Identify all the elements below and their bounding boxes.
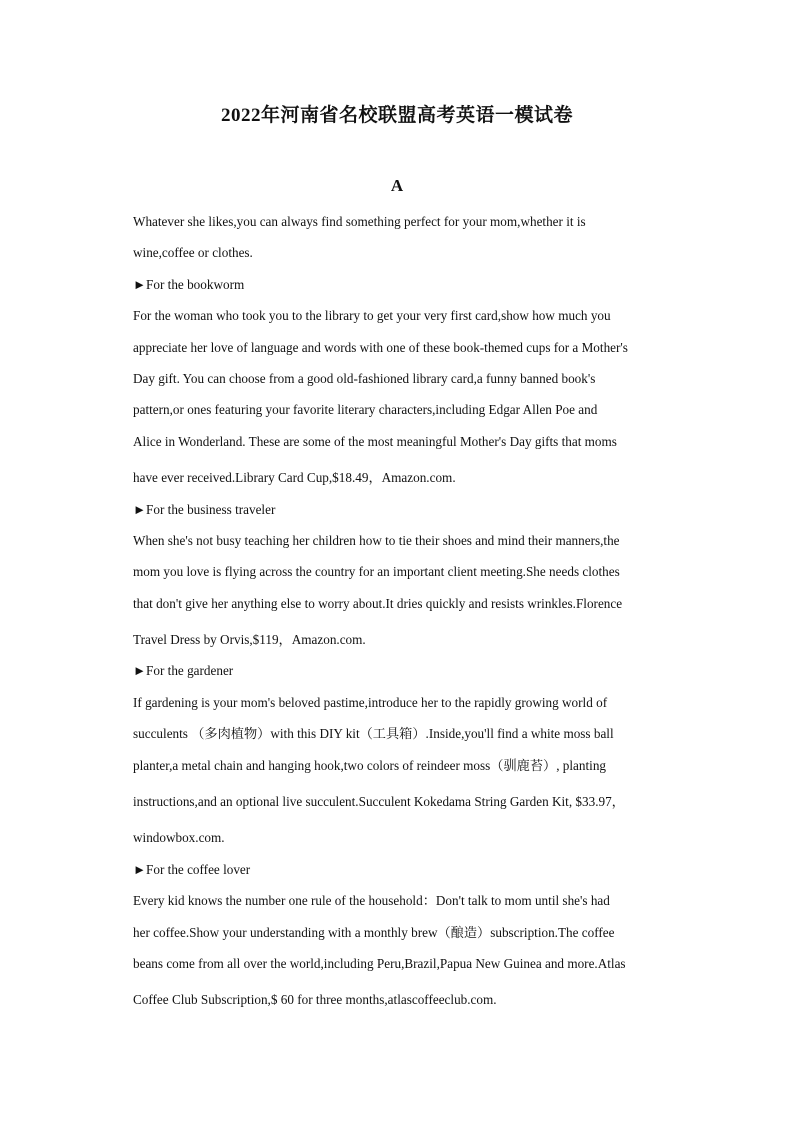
passage-line: appreciate her love of language and words with one of these book-themed cups for a Mother's [133, 339, 628, 355]
passage-line: Coffee Club Subscription,$ 60 for three months,atlascoffeeclub.com. [133, 992, 497, 1008]
document-title: 2022年河南省名校联盟高考英语一模试卷 [220, 105, 573, 126]
passage-line: mom you love is flying across the country for an important client meeting.She needs clothes [133, 564, 620, 580]
passage-line: Day gift. You can choose from a good old-fashioned library card,a funny banned book's [133, 370, 596, 386]
passage-line: that don't give her anything else to worry about.It dries quickly and resists wrinkles.Florence [133, 595, 623, 611]
passage-line: Whatever she likes,you can always find something perfect for your mom,whether it is [133, 214, 586, 229]
passage-line: succulents （多肉植物）with this DIY kit（工具箱）.Inside,you'll find a white moss ball [133, 726, 614, 742]
subheading-gardener: ►For the gardener [133, 663, 234, 679]
passage-line: windowbox.com. [133, 830, 225, 846]
passage-line: When she's not busy teaching her children how to tie their shoes and mind their manners,the [133, 532, 620, 548]
subheading-bookworm: ►For the bookworm [133, 276, 245, 292]
passage-line: Alice in Wonderland. These are some of the most meaningful Mother's Day gifts that moms [133, 433, 617, 449]
subheading-coffee-lover: ►For the coffee lover [133, 861, 251, 877]
passage-line: planter,a metal chain and hanging hook,two colors of reindeer moss（驯鹿苔）, planting [133, 757, 607, 773]
passage-line: Every kid knows the number one rule of the household：Don't talk to mom until she's had [133, 893, 610, 909]
passage-line: For the woman who took you to the library to get your very first card,show how much you [133, 308, 611, 324]
passage-line: instructions,and an optional live succulent.Succulent Kokedama String Garden Kit, $33.97， [133, 794, 625, 810]
passage-line: pattern,or ones featuring your favorite literary characters,including Edgar Allen Poe and [133, 402, 598, 418]
passage-line: Travel Dress by Orvis,$119，Amazon.com. [133, 632, 366, 648]
section-heading: A [390, 176, 404, 195]
passage-line: beans come from all over the world,including Peru,Brazil,Papua New Guinea and more.Atlas [133, 955, 626, 971]
passage-line: have ever received.Library Card Cup,$18.49，Amazon.com. [133, 470, 456, 486]
passage-line: wine,coffee or clothes. [133, 245, 253, 261]
passage-body [133, 206, 673, 1016]
passage-line: If gardening is your mom's beloved pastime,introduce her to the rapidly growing world of [133, 694, 608, 710]
passage-line: her coffee.Show your understanding with a monthly brew（酿造）subscription.The coffee [133, 924, 615, 940]
subheading-business-traveler: ►For the business traveler [133, 501, 276, 517]
